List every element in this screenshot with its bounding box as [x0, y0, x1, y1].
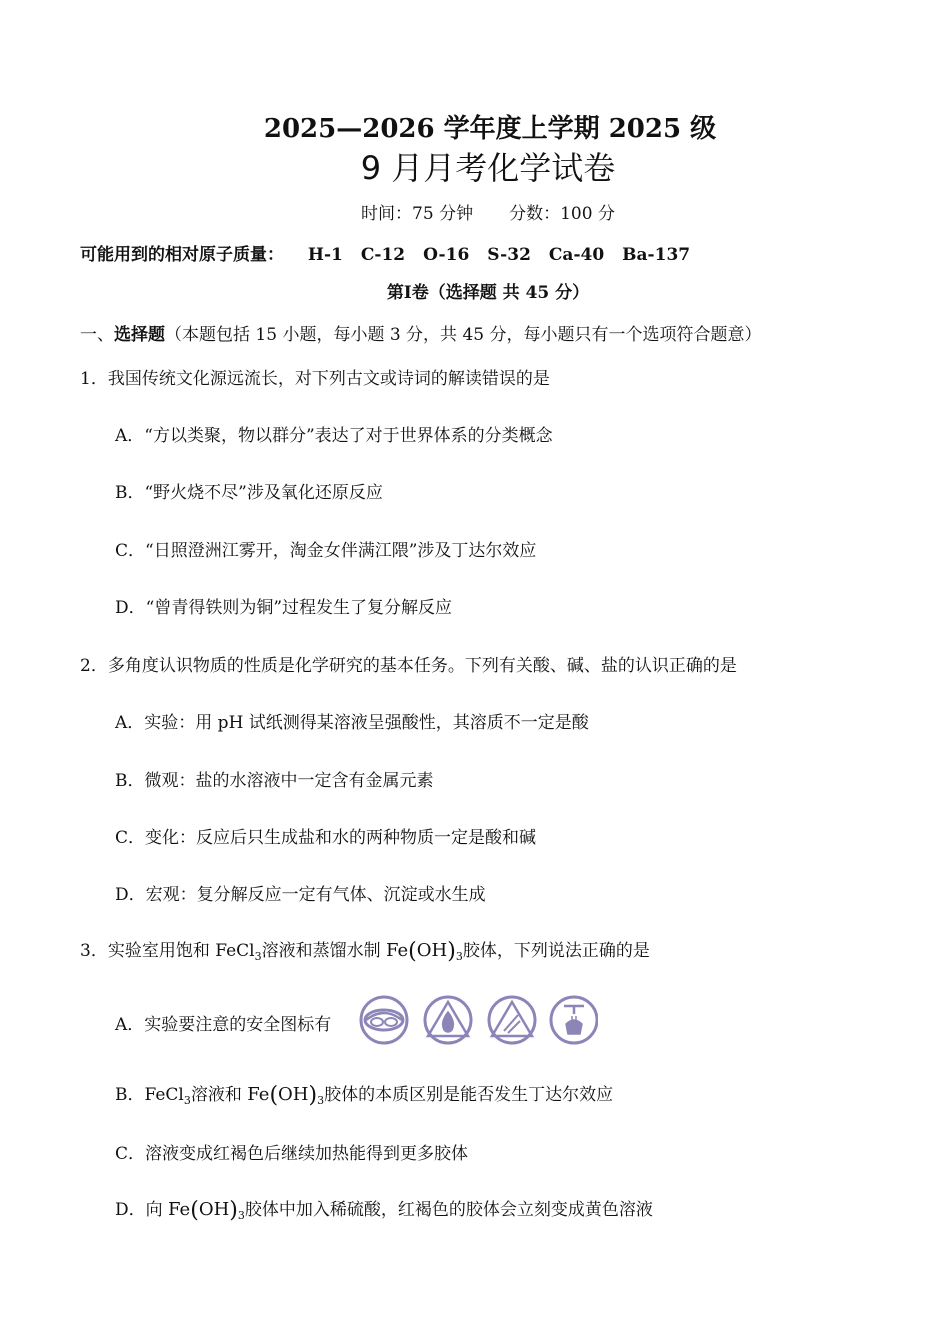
section-heading — [80, 320, 762, 345]
question-3-stem: 3．实验室用饱和 FeCl$_3$溶液和蒸馏水制 $Fe(OH)_3$胶体，下列说法正确的是 — [80, 939, 650, 964]
question-3-option-b: B．FeCl$_3$溶液和 $Fe(OH)_3$胶体的本质区别是能否发生丁达尔效应 — [115, 1083, 614, 1108]
question-2-option-c: C．变化：反应后只生成盐和水的两种物质一定是酸和碱 — [115, 828, 537, 848]
goggles-icon — [361, 997, 407, 1043]
exam-score: 分数：100 分 — [509, 204, 615, 224]
question-3-option-d: D．向 $Fe(OH)_3$胶体中加入稀硫酸，红褐色的胶体会立刻变成黄色溶液 — [115, 1198, 653, 1223]
section-name: 选择题 — [114, 325, 165, 345]
safety-icons — [358, 994, 598, 1046]
question-2-option-d: D．宏观：复分解反应一定有气体、沉淀或水生成 — [115, 885, 486, 905]
question-3-option-c: C．溶液变成红褐色后继续加热能得到更多胶体 — [115, 1144, 469, 1164]
volume-title: 第Ⅰ卷（选择题 共 45 分） — [386, 283, 590, 303]
atomic-mass-s: S-32 — [487, 245, 531, 265]
question-2-option-b: B．微观：盐的水溶液中一定含有金属元素 — [115, 771, 434, 791]
question-3-option-a: A．实验要注意的安全图标有 — [115, 1015, 332, 1035]
fe-oh3-formula: $Fe(OH)_3$ — [386, 939, 463, 964]
atomic-mass-ca: Ca-40 — [548, 245, 605, 265]
exam-time: 时间：75 分钟 — [361, 204, 474, 224]
question-1-option-d: D．“曾青得铁则为铜”过程发生了复分解反应 — [115, 598, 453, 618]
hot-surface-icon — [489, 997, 535, 1043]
section-number: 一、 — [80, 325, 114, 345]
question-1-option-c: C．“日照澄洲江雾开，淘金女伴满江隈”涉及丁达尔效应 — [115, 541, 537, 561]
exam-info — [0, 199, 950, 224]
exam-title-line1: 2025—2026 学年度上学期 2025 级 — [263, 114, 717, 144]
section-desc: （本题包括 15 小题，每小题 3 分，共 45 分，每小题只有一个选项符合题意） — [165, 325, 762, 345]
question-2-stem: 2．多角度认识物质的性质是化学研究的基本任务。下列有关酸、碱、盐的认识正确的是 — [80, 656, 737, 676]
hand-wash-icon — [551, 997, 597, 1043]
exam-title-line2: 9 月月考化学试卷 — [360, 149, 616, 187]
atomic-mass-o: O-16 — [423, 245, 470, 265]
fe-oh3-formula: $Fe(OH)_3$ — [247, 1083, 325, 1108]
atomic-mass-line — [80, 240, 690, 265]
atomic-mass-c: C-12 — [360, 245, 406, 265]
atomic-mass-ba: Ba-137 — [622, 245, 691, 265]
flame-icon — [425, 997, 471, 1043]
question-1-option-a: A．“方以类聚，物以群分”表达了对于世界体系的分类概念 — [115, 426, 553, 446]
question-2-option-a: A．实验：用 pH 试纸测得某溶液呈强酸性，其溶质不一定是酸 — [115, 713, 589, 733]
question-1-stem: 1．我国传统文化源远流长，对下列古文或诗词的解读错误的是 — [80, 369, 550, 389]
atomic-mass-h: H-1 — [307, 245, 343, 265]
question-1-option-b: B．“野火烧不尽”涉及氧化还原反应 — [115, 483, 383, 503]
atomic-mass-label: 可能用到的相对原子质量： — [80, 245, 284, 265]
fe-oh3-formula: $Fe(OH)_3$ — [168, 1198, 245, 1223]
